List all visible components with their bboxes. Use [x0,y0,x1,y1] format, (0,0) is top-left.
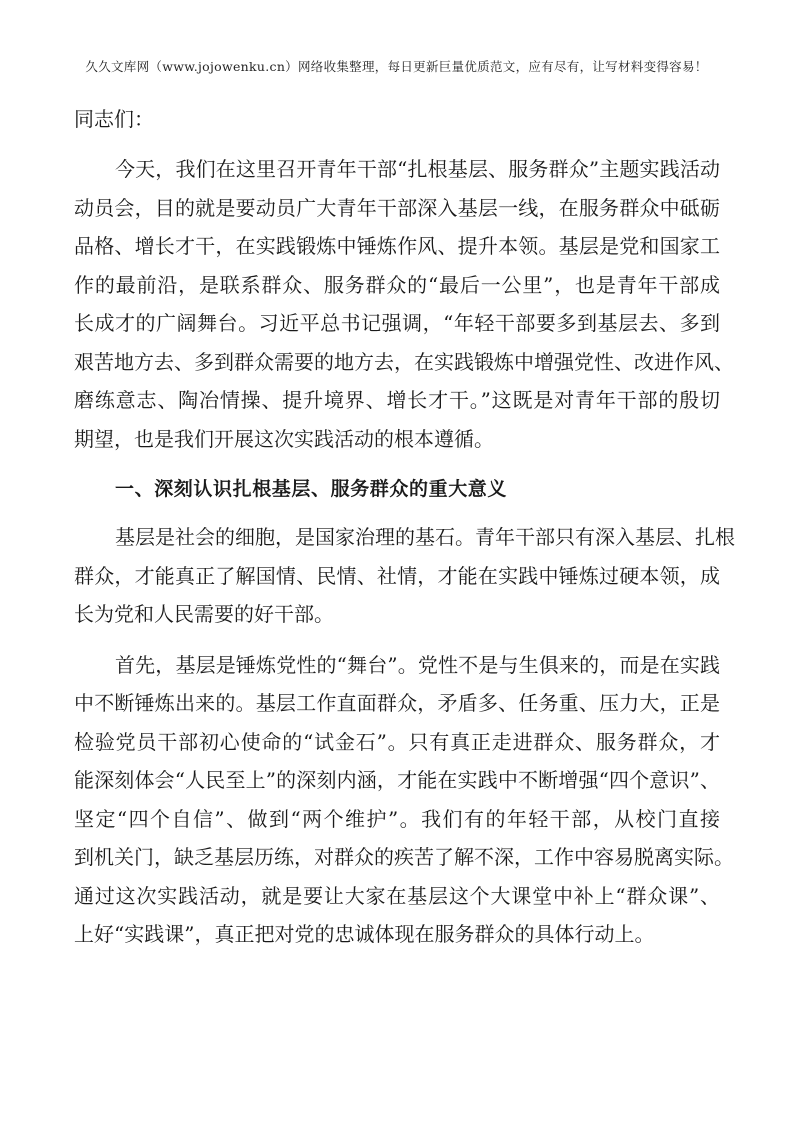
paragraph-basis [74,518,735,634]
text-line: 群众，才能真正了解国情、民情、社情，才能在实践中锤炼过硬本领，成 [74,563,720,588]
text-line: 到机关门，缺乏基层历练，对群众的疾苦了解不深，工作中容易脱离实际。 [74,845,734,869]
text-line: 磨练意志、陶冶情操、提升境界、增长才干。”这既是对青年干部的殷切 [74,388,720,412]
text-line: 今天，我们在这里召开青年干部“扎根基层、服务群众”主题实践活动 [115,157,720,181]
text-line: 通过这次实践活动，就是要让大家在基层这个大课堂中补上“群众课”、 [74,883,720,908]
text-line: 期望，也是我们开展这次实践活动的根本遵循。 [74,426,494,451]
document-body [74,100,735,966]
text-line: 长为党和人民需要的好干部。 [74,602,334,626]
text-line: 品格、增长才干，在实践锻炼中锤炼作风、提升本领。基层是党和国家工 [74,234,720,258]
paragraph-intro [74,150,734,458]
text-line: 首先，基层是锤炼党性的“舞台”。党性不是与生俱来的，而是在实践 [115,652,720,677]
text-line: 基层是社会的细胞，是国家治理的基石。青年干部只有深入基层、扎根 [115,525,735,549]
text-line: 作的最前沿，是联系群众、服务群众的“最后一公里”，也是青年干部成 [74,272,720,297]
text-line: 艰苦地方去、多到群众需要的地方去，在实践锻炼中增强党性、改进作风、 [74,349,734,374]
text-line: 能深刻体会“人民至上”的深刻内涵，才能在实践中不断增强“四个意识”、 [74,768,720,792]
section-heading: 一、深刻认识扎根基层、服务群众的重大意义 [115,478,508,500]
text-line: 坚定“四个自信”、做到“两个维护”。我们有的年轻干部，从校门直接 [74,806,720,831]
page-header: 久久文库网（www.jojowenku.cn）网络收集整理，每日更新巨量优质范文，应有尽有，让写材料变得容易！ [85,59,708,74]
text-line: 上好“实践课”，真正把对党的忠诚体现在服务群众的具体行动上。 [74,922,655,946]
text-line: 长成才的广阔舞台。习近平总书记强调，“年轻干部要多到基层去、多到 [74,311,720,335]
salutation: 同志们： [74,107,154,131]
text-line: 检验党员干部初心使命的“试金石”。只有真正走进群众、服务群众，才 [74,729,720,754]
text-line: 中不断锤炼出来的。基层工作直面群众，矛盾多、任务重、压力大，正是 [74,691,720,715]
text-line: 动员会，目的就是要动员广大青年干部深入基层一线，在服务群众中砥砺 [74,195,720,220]
paragraph-first-point [74,646,734,954]
